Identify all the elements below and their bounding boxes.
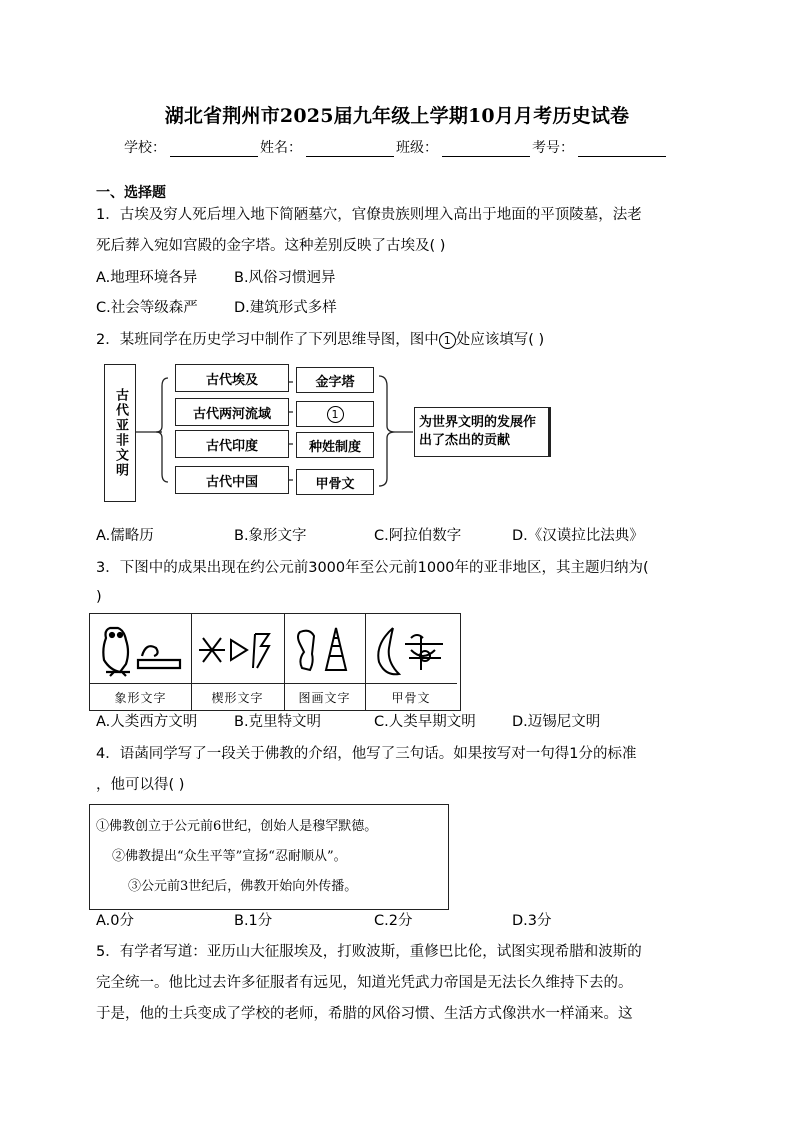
item-node: 金字塔 — [296, 367, 374, 393]
buddhism-statements-box — [89, 804, 449, 910]
q2-option-d[interactable]: D.《汉谟拉比法典》 — [512, 528, 644, 544]
region-node: 古代中国 — [175, 466, 289, 494]
script-label: 象形文字 — [90, 683, 191, 710]
q2-stem-post: 处应该填写( ) — [455, 332, 545, 348]
q1-line2: 死后葬入宛如宫殿的金字塔。这种差别反映了古埃及( ) — [96, 238, 446, 254]
oracle-bone-image — [371, 622, 451, 678]
conclusion-node: 为世界文明的发展作出了杰出的贡献 — [414, 407, 551, 457]
hieroglyph-image — [96, 620, 184, 678]
q2-option-c[interactable]: C.阿拉伯数字 — [374, 528, 462, 544]
q4-line2: ，他可以得( ) — [96, 777, 185, 793]
q4-option-a[interactable]: A.0分 — [96, 913, 134, 929]
item-node: 甲骨文 — [296, 469, 374, 495]
script-cell — [191, 614, 285, 710]
script-label: 图画文字 — [284, 683, 365, 710]
q3-option-c[interactable]: C.人类早期文明 — [374, 714, 476, 730]
q3-line2: ) — [96, 589, 102, 605]
statement: ③公元前3世纪后，佛教开始向外传播。 — [128, 879, 358, 894]
q4-option-d[interactable]: D.3分 — [512, 913, 552, 929]
q4-option-b[interactable]: B.1分 — [234, 913, 273, 929]
circled-number-1: 1 — [439, 332, 456, 349]
ancient-scripts-table — [89, 613, 461, 711]
q4-line1: 4．语菡同学写了一段关于佛教的介绍，他写了三句话。如果按写对一句得1分的标准 — [96, 746, 637, 762]
q2-option-a[interactable]: A.儒略历 — [96, 528, 154, 544]
script-label: 楔形文字 — [191, 683, 284, 710]
script-cell — [90, 614, 192, 710]
pictograph-image — [290, 622, 360, 678]
q3-option-b[interactable]: B.克里特文明 — [234, 714, 322, 730]
q4-option-c[interactable]: C.2分 — [374, 913, 413, 929]
script-label: 甲骨文 — [365, 683, 457, 710]
q3-option-a[interactable]: A.人类西方文明 — [96, 714, 198, 730]
q1-option-b[interactable]: B.风俗习惯迥异 — [234, 270, 336, 286]
class-label: 班级： — [396, 140, 438, 156]
statement: ①佛教创立于公元前6世纪，创始人是穆罕默德。 — [96, 819, 378, 834]
section-heading: 一、选择题 — [96, 185, 166, 201]
name-label: 姓名： — [260, 140, 302, 156]
circled-number-1: 1 — [327, 406, 344, 423]
q2-option-b[interactable]: B.象形文字 — [234, 528, 307, 544]
region-node: 古代埃及 — [175, 364, 289, 392]
exam-title: 湖北省荆州市2025届九年级上学期10月月考历史试卷 — [164, 105, 630, 127]
root-node-label: 古代亚非文明 — [113, 388, 128, 478]
statement: ②佛教提出“众生平等”宣扬“忍耐顺从”。 — [112, 849, 347, 864]
q5-line3: 于是，他的士兵变成了学校的老师，希腊的风俗习惯、生活方式像洪水一样涌来。这 — [96, 1006, 633, 1022]
number-label: 考号： — [532, 140, 574, 156]
q5-line2: 完全统一。他比过去许多征服者有远见，知道光凭武力帝国是无法长久维持下去的。 — [96, 975, 633, 991]
q3-option-d[interactable]: D.迈锡尼文明 — [512, 714, 601, 730]
item-node: 种姓制度 — [296, 432, 374, 458]
item-node-blank — [296, 401, 374, 427]
script-cell — [284, 614, 366, 710]
region-node: 古代印度 — [175, 430, 289, 458]
cuneiform-image — [197, 624, 277, 676]
q1-option-d[interactable]: D.建筑形式多样 — [234, 300, 337, 316]
q3-line1: 3．下图中的成果出现在约公元前3000年至公元前1000年的亚非地区，其主题归纳为( — [96, 560, 649, 576]
q1-option-a[interactable]: A.地理环境各异 — [96, 270, 198, 286]
q1-option-c[interactable]: C.社会等级森严 — [96, 300, 198, 316]
script-cell — [365, 614, 457, 710]
q2-stem-pre: 2．某班同学在历史学习中制作了下列思维导图，图中 — [96, 332, 439, 348]
school-label: 学校： — [124, 140, 166, 156]
root-node — [104, 364, 136, 502]
q1-line1: 1．古埃及穷人死后埋入地下简陋墓穴，官僚贵族则埋入高出于地面的平顶陵墓，法老 — [96, 207, 642, 223]
region-node: 古代两河流域 — [175, 398, 289, 426]
q5-line1: 5．有学者写道：亚历山大征服埃及，打败波斯，重修巴比伦，试图实现希腊和波斯的 — [96, 944, 642, 960]
